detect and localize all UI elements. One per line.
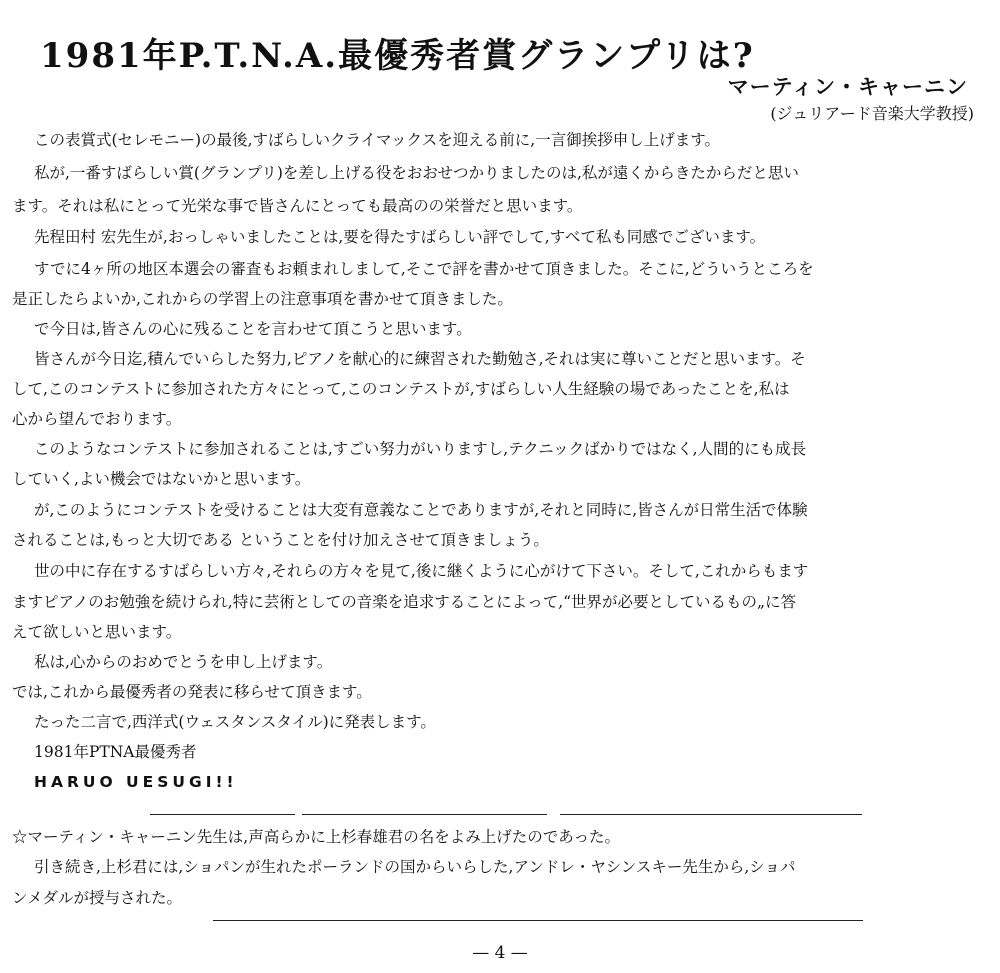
separator-rule <box>302 814 547 815</box>
paragraph-line: 是正したらよいか,これからの学習上の注意事項を書かせて頂きました。 <box>12 290 513 308</box>
bottom-rule <box>213 920 863 921</box>
footnote-line: 引き続き,上杉君には,ショパンが生れたポーランドの国からいらした,アンドレ・ヤシンスキー先生から,ショパ <box>34 858 796 876</box>
paragraph-line: 世の中に存在するすばらしい方々,それらの方々を見て,後に継くように心がけて下さい。そして,これからもます <box>34 562 809 580</box>
paragraph-line: 心から望んでおります。 <box>12 410 182 428</box>
winner-heading: 1981年PTNA最優秀者 <box>34 743 197 761</box>
paragraph-line: えて欲しいと思います。 <box>12 623 182 641</box>
paragraph-line: されることは,もっと大切である ということを付け加えさせて頂きましょう。 <box>12 531 549 549</box>
paragraph-line: では,これから最優秀者の発表に移らせて頂きます。 <box>12 683 372 701</box>
paragraph-line: この表賞式(セレモニー)の最後,すばらしいクライマックスを迎える前に,一言御挨拶申し上げます。 <box>34 131 720 149</box>
footnote-line: ☆マーティン・キャーニン先生は,声高らかに上杉春雄君の名をよみ上げたのであった。 <box>12 828 621 846</box>
winner-name: HARUO UESUGI!! <box>34 773 238 791</box>
paragraph-line: 私は,心からのおめでとうを申し上げます。 <box>34 653 333 671</box>
paragraph-line: すでに4ヶ所の地区本選会の審査もお頼まれしまして,そこで評を書かせて頂きました。そこに,どういうところを <box>34 260 814 278</box>
separator-rule <box>560 814 862 815</box>
author-affiliation: (ジュリアード音楽大学教授) <box>770 104 974 123</box>
paragraph-line: このようなコンテストに参加されることは,すごい努力がいりますし,テクニックばかりではなく,人間的にも成長 <box>34 440 807 458</box>
paragraph-line: ます。それは私にとって光栄な事で皆さんにとっても最高のの栄誉だと思います。 <box>12 197 583 215</box>
footnote-line: ンメダルが授与された。 <box>12 889 183 907</box>
paragraph-line: して,このコンテストに参加された方々にとって,このコンテストが,すばらしい人生経験の場であったことを,私は <box>12 380 790 398</box>
paragraph-line: で今日は,皆さんの心に残ることを言わせて頂こうと思います。 <box>34 320 472 338</box>
separator-rule <box>150 814 295 815</box>
paragraph-line: ますピアノのお勉強を続けられ,特に芸術としての音楽を追求することによって,“世界が必要としているもの„に答 <box>12 593 797 611</box>
paragraph-line: 皆さんが今日迄,積んでいらした努力,ピアノを献心的に練習された勤勉さ,それは実に尊いことだと思います。そ <box>34 350 806 368</box>
paragraph-line: たった二言で,西洋式(ウェスタンスタイル)に発表します。 <box>34 713 436 731</box>
author-name: マーティン・キャーニン <box>727 74 968 99</box>
page-number: — 4 — <box>472 943 528 963</box>
paragraph-line: 先程田村 宏先生が,おっしゃいましたことは,要を得たすばらしい評でして,すべて私も同感でございます。 <box>34 228 766 246</box>
paragraph-line: 私が,一番すばらしい賞(グランプリ)を差し上げる役をおおせつかりましたのは,私が遠くからきたからだと思い <box>34 164 799 182</box>
paragraph-line: していく,よい機会ではないかと思います。 <box>12 470 311 488</box>
page-title: 1981年P.T.N.A.最優秀者賞グランプリは? <box>40 36 755 76</box>
paragraph-line: が,このようにコンテストを受けることは大変有意義なことでありますが,それと同時に,皆さんが日常生活で体験 <box>34 501 808 519</box>
